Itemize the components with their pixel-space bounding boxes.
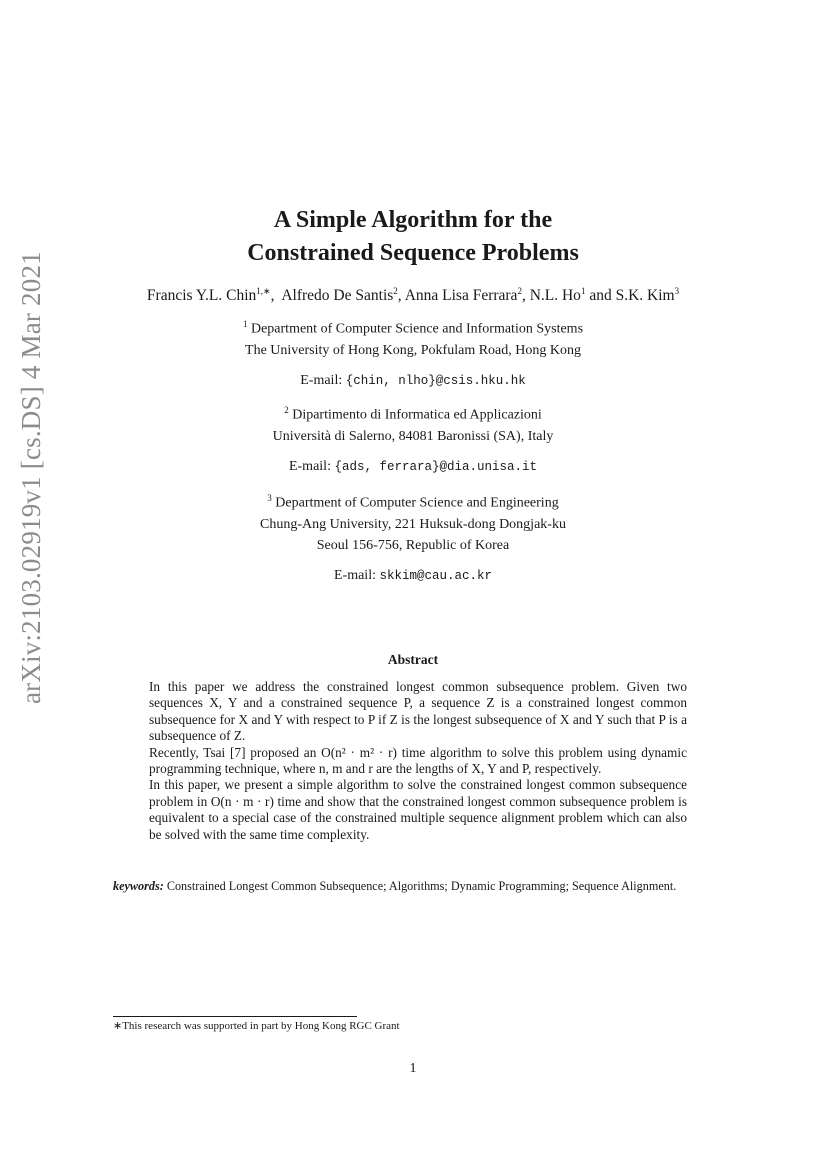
- keywords-text: Constrained Longest Common Subsequence; Algorithms; Dynamic Programming; Sequence Alignment.: [166, 879, 677, 893]
- paper-title: [113, 204, 713, 270]
- affiliation-line: Università di Salerno, 84081 Baronissi (SA), Italy: [272, 428, 554, 444]
- author-list: Francis Y.L. Chin$^{1,∗}$, Alfredo De Santis$^2$, Anna Lisa Ferrara$^2$, N.L. Ho$^1$ and S.K. Kim$^3$: [146, 286, 680, 305]
- author-name: Alfredo De Santis: [281, 287, 394, 305]
- footnote-divider: [113, 1016, 357, 1017]
- affiliation-line: The University of Hong Kong, Pokfulam Road, Hong Kong: [245, 342, 581, 358]
- email-label: E-mail:: [333, 567, 376, 583]
- page-number: 1: [409, 1061, 417, 1076]
- arxiv-id[interactable]: arXiv:2103.02919v1 [cs.DS] 4 Mar 2021: [16, 251, 46, 704]
- author-affil-mark: 2: [393, 286, 398, 296]
- affiliation-mark: 2: [284, 405, 289, 415]
- title-line-2: Constrained Sequence Problems: [247, 240, 579, 266]
- footnote: ∗This research was supported in part by Hong Kong RGC Grant: [113, 1020, 400, 1032]
- email-address[interactable]: skkim@cau.ac.kr: [379, 568, 493, 583]
- abstract-body: [149, 679, 687, 843]
- email-label: E-mail:: [288, 458, 331, 474]
- affiliation-1: [113, 314, 713, 392]
- affiliation-3: [113, 488, 713, 587]
- email-address[interactable]: {ads, ferrara}@dia.unisa.it: [334, 459, 538, 474]
- affiliation-line: Seoul 156-756, Republic of Korea: [316, 537, 510, 553]
- abstract-paragraph: Recently, Tsai [7] proposed an O(n² · m² · r) time algorithm to solve this problem using dynamic programming technique, where n, m and r are the lengths of X, Y and P, respectively.: [149, 744, 687, 777]
- author-affil-mark: 1: [580, 286, 586, 296]
- title-line-1: A Simple Algorithm for the: [273, 207, 553, 233]
- affiliation-mark: 3: [267, 493, 272, 503]
- email-address[interactable]: {chin, nlho}@csis.hku.hk: [345, 373, 526, 388]
- abstract-heading: Abstract: [387, 652, 439, 667]
- author-name: Anna Lisa Ferrara: [404, 287, 518, 305]
- author-name: Francis Y.L. Chin: [146, 287, 257, 305]
- author-name: S.K. Kim: [615, 287, 675, 305]
- keywords-label: keywords:: [113, 879, 164, 893]
- author-affil-mark: 3: [674, 286, 680, 296]
- author-affil-mark: 2: [517, 286, 522, 296]
- affiliation-line: Department of Computer Science and Engineering: [275, 495, 559, 511]
- keywords: [113, 877, 726, 895]
- author-conjunction: and: [589, 287, 612, 305]
- affiliation-mark: 1: [242, 319, 248, 329]
- email-label: E-mail:: [300, 372, 343, 388]
- arxiv-sidebar-stamp: [16, 251, 61, 704]
- author-affil-mark: 1,∗: [256, 286, 271, 296]
- author-name: N.L. Ho: [529, 287, 581, 305]
- abstract-paragraph: In this paper, we present a simple algorithm to solve the constrained longest common subsequence problem in O(n · m · r) time and show that the constrained longest common subsequence problem is equivalent to a special case of the constrained multiple sequence alignment problem which can also be solved with the same time complexity.: [149, 777, 687, 842]
- affiliation-line: Dipartimento di Informatica ed Applicazioni: [292, 407, 542, 423]
- affiliation-line: Department of Computer Science and Information Systems: [250, 321, 584, 337]
- abstract-paragraph: In this paper we address the constrained longest common subsequence problem. Given two sequences X, Y and a constrained sequence P, a sequence Z is a constrained longest common subsequence for X and Y with respect to P if Z is the longest subsequence of X and Y such that P is a subsequence of Z.: [149, 679, 687, 744]
- affiliation-line: Chung-Ang University, 221 Huksuk-dong Dongjak-ku: [260, 516, 566, 532]
- affiliation-2: [113, 400, 713, 478]
